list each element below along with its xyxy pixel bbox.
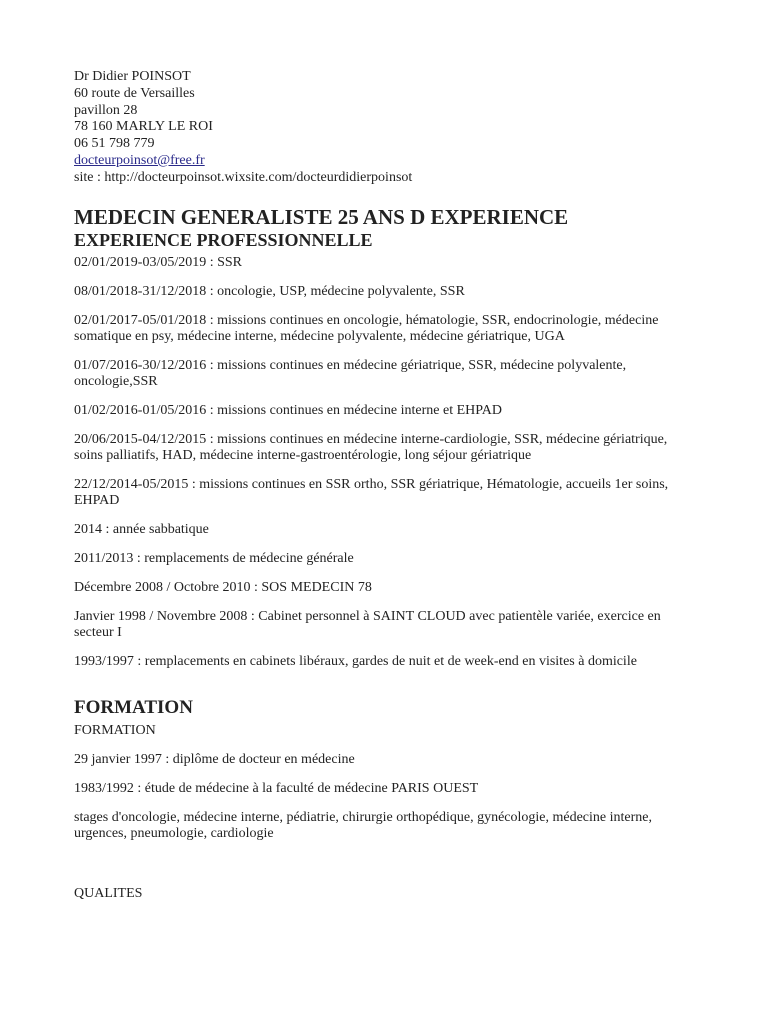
formation-subheading: FORMATION — [74, 722, 156, 738]
website: site : http://docteurpoinsot.wixsite.com/docteurdidierpoinsot — [74, 169, 413, 185]
experience-item: 2014 : année sabbatique — [74, 521, 209, 537]
cv-document — [74, 69, 714, 902]
experience-item: 01/07/2016-30/12/2016 : missions continues en médecine gériatrique, SSR, médecine polyvalente, oncologie,SSR — [74, 357, 627, 389]
experience-item: 1993/1997 : remplacements en cabinets libéraux, gardes de nuit et de week-end en visites à domicile — [74, 653, 637, 669]
formation-heading: FORMATION — [74, 696, 193, 718]
formation-item: 29 janvier 1997 : diplôme de docteur en médecine — [74, 751, 355, 767]
experience-item: Décembre 2008 / Octobre 2010 : SOS MEDECIN 78 — [74, 579, 372, 595]
page-title: MEDECIN GENERALISTE 25 ANS D EXPERIENCE — [74, 204, 569, 229]
experience-list — [74, 255, 714, 670]
formation-item: stages d'oncologie, médecine interne, pédiatrie, chirurgie orthopédique, gynécologie, médecine interne, urgences, pneumologie, cardiologie — [74, 809, 652, 841]
phone: 06 51 798 779 — [74, 136, 155, 152]
experience-item: 22/12/2014-05/2015 : missions continues en SSR ortho, SSR gériatrique, Hématologie, accueils 1er soins, EHPAD — [74, 476, 669, 508]
experience-item: Janvier 1998 / Novembre 2008 : Cabinet personnel à SAINT CLOUD avec patientèle variée, exercice en secteur I — [74, 608, 661, 640]
email-link[interactable]: docteurpoinsot@free.fr — [74, 152, 205, 168]
formation-list — [74, 752, 714, 842]
experience-item: 02/01/2019-03/05/2019 : SSR — [74, 254, 243, 270]
experience-item: 02/01/2017-05/01/2018 : missions continues en oncologie, hématologie, SSR, endocrinologie, médecine somatique en psy, médecine interne, médecine polyvalente, médecine gériatrique, UGA — [74, 312, 659, 344]
address-line-2: pavillon 28 — [74, 102, 138, 118]
address-line-1: 60 route de Versailles — [74, 85, 195, 101]
city: 78 160 MARLY LE ROI — [74, 119, 213, 135]
experience-heading: EXPERIENCE PROFESSIONNELLE — [74, 229, 373, 250]
formation-item: 1983/1992 : étude de médecine à la faculté de médecine PARIS OUEST — [74, 780, 479, 796]
experience-item: 08/01/2018-31/12/2018 : oncologie, USP, médecine polyvalente, SSR — [74, 283, 465, 299]
experience-item: 2011/2013 : remplacements de médecine générale — [74, 550, 354, 566]
qualites-heading: QUALITES — [74, 885, 143, 901]
doctor-name: Dr Didier POINSOT — [74, 69, 191, 84]
experience-item: 01/02/2016-01/05/2016 : missions continues en médecine interne et EHPAD — [74, 402, 502, 418]
contact-block — [74, 69, 714, 187]
experience-item: 20/06/2015-04/12/2015 : missions continues en médecine interne-cardiologie, SSR, médecine gériatrique, soins palliatifs, HAD, médecine interne-gastroentérologie, long séjour gériatrique — [74, 431, 668, 463]
